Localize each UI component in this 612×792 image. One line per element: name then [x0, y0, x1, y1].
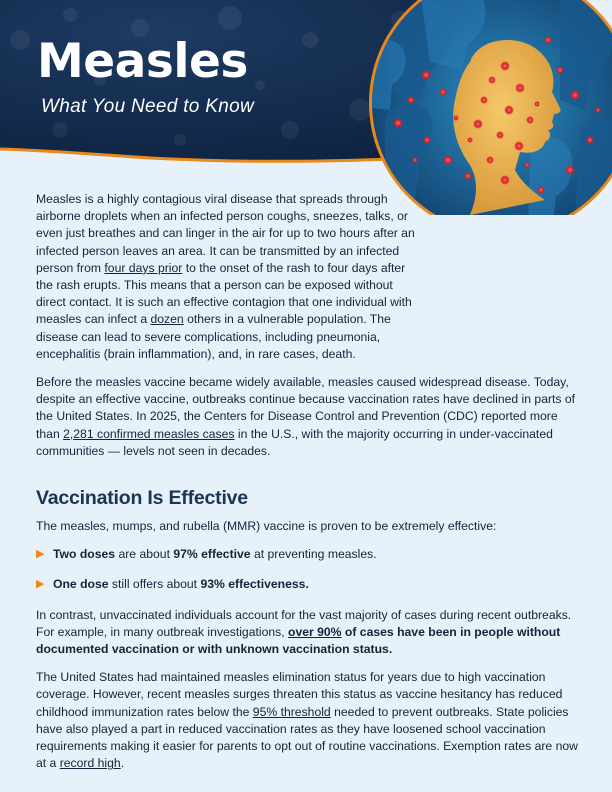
threshold-link[interactable]: 95% threshold [252, 704, 331, 719]
arrow-bullet-icon: ▶ [36, 578, 45, 591]
intro-p2-text-a: Before the measles vaccine became widely available, measles caused widespread disease. Today, despite an effective vaccine, outbreaks continue because vaccination rates have declined in parts of the United States. In 2025, the Centers for Disease Control and Prevention (CDC) reported more than [36, 375, 576, 441]
list-item [36, 546, 578, 563]
section-heading-vaccination: Vaccination Is Effective [36, 487, 248, 510]
p3-text-a: In contrast, unvaccinated individuals account for the vast majority of cases during recent outbreaks. For example, in many outbreak investigations, [36, 607, 572, 639]
confirmed-cases-link[interactable]: 2,281 confirmed measles cases [63, 426, 235, 441]
page-title: Measles [37, 34, 248, 89]
over-90-percent-link[interactable]: over 90% [288, 624, 342, 639]
page-subtitle: What You Need to Know [41, 96, 254, 117]
bullet-text: are about [115, 547, 174, 562]
elimination-paragraph [36, 669, 578, 772]
main-content [36, 191, 578, 783]
bullet-strong: 97% effective [173, 547, 251, 562]
bullet-text: at preventing measles. [250, 547, 377, 562]
header-banner [0, 0, 612, 215]
p3-bold-text: of cases have been in people without documented vaccination or with unknown vaccination status. [36, 624, 561, 657]
arrow-bullet-icon: ▶ [36, 548, 45, 561]
effectiveness-list [36, 546, 578, 593]
intro-paragraph-1 [36, 191, 578, 363]
unvaccinated-paragraph [36, 607, 578, 659]
bullet-text: still offers about [108, 577, 201, 592]
intro-p2-text-b: in the U.S., with the majority occurring in under-vaccinated communities — levels not seen in decades. [36, 426, 553, 458]
intro-p1-text-c: others in a vulnerable population. The disease can lead to severe complications, including pneumonia, encephalitis (brain inflammation), and, in rare cases, death. [36, 312, 391, 361]
intro-p1-text-b: to the onset of the rash to four days after the rash erupts. This means that a person can be exposed without direct contact. It is such an effective contagion that one individual with measles can infect a [36, 260, 412, 327]
bullet-strong: 93% effectiveness. [200, 577, 309, 592]
p4-text-b: needed to prevent outbreaks. State policies have also played a part in reduced vaccination rates as they have loosened school vaccination requirements making it easier for parents to opt out of routine vaccinations. Exemption rates are now at a [36, 704, 578, 771]
intro-p1-narrow [36, 191, 416, 363]
vaccination-lead: The measles, mumps, and rubella (MMR) vaccine is proven to be extremely effective: [36, 519, 497, 534]
p4-text-a: The United States had maintained measles elimination status for years due to high vaccination coverage. However, recent measles surges threaten this status as vaccine hesitancy has reduced childhood immunization rates below the [36, 670, 563, 719]
p4-text-c: . [120, 756, 125, 771]
intro-p1-text-a: Measles is a highly contagious viral disease that spreads through airborne droplets when an infected person coughs, sneezes, talks, or even just breathes and can linger in the air for up to two hours after an infected person leaves an area. It can be transmitted by an infected person from [36, 192, 415, 275]
bullet-strong: One dose [53, 577, 109, 592]
dozen-link[interactable]: dozen [150, 312, 184, 327]
four-days-prior-link[interactable]: four days prior [104, 260, 183, 275]
list-item [36, 576, 578, 593]
intro-paragraph-2 [36, 374, 578, 460]
bullet-strong: Two doses [53, 547, 116, 562]
record-high-link[interactable]: record high [59, 756, 121, 771]
